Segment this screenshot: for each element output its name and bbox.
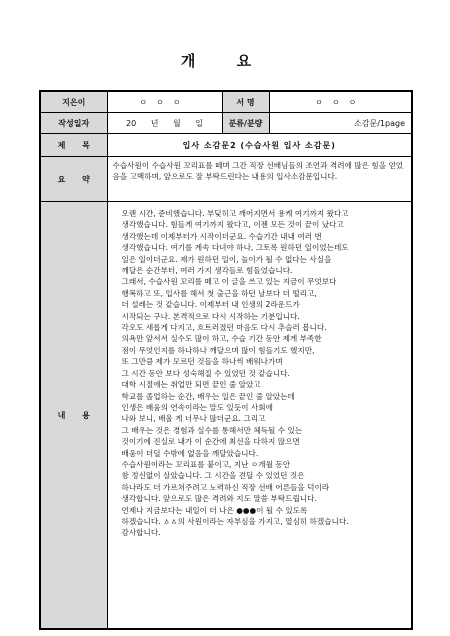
content-line: 나와 보니, 배울 게 너무나 많더군요. 그리고	[121, 414, 266, 424]
content-line: 하나라도 더 가르쳐주려고 노력하신 직장 선배 어른들을 덕이라	[121, 482, 330, 492]
content-line: 대학 시절에는 취업만 되면 끝인 줄 알았고	[121, 380, 261, 390]
content-line: 생각합니다. 앞으로도 많은 격려와 지도 말씀 부탁드립니다.	[121, 494, 317, 504]
content-line: 생각했는데 이제부터가 시작이더군요. 수습기간 내내 여러 번	[121, 231, 322, 241]
content-body	[107, 202, 412, 630]
content-line: 의욕만 앞서서 실수도 많이 하고, 수습 기간 동안 제게 부족한	[121, 334, 322, 344]
content-line: 그 시간 동안 보다 성숙해질 수 있었던 것 같습니다.	[121, 368, 290, 378]
summary-label: 요 약	[40, 157, 107, 202]
content-label: 내 용	[40, 202, 107, 630]
subject-label: 제 목	[40, 134, 107, 157]
content-line: 점이 무엇인지를 하나하나 깨달으며 많이 힘들기도 했지만,	[121, 345, 315, 355]
content-line: 오랜 시간, 준비했습니다. 부딪히고 깨어지면서 용케 여기까지 왔다고	[121, 209, 349, 218]
author-value: ㅇㅇㅇ	[107, 91, 222, 113]
content-line: 인생은 배움의 연속이라는 말도 있듯이 사회에	[121, 402, 273, 412]
content-line: 행복하고 또, 입사를 해서 첫 출근을 하던 날보다 더 떨리고,	[121, 288, 317, 298]
content-line: 것이기에 진실로 내가 이 순간에 최선을 다하지 않으면	[121, 437, 300, 447]
content-line: 시작되는 구나. 본격적으로 다시 시작하는 기분입니다.	[121, 311, 300, 321]
summary-form	[39, 90, 413, 630]
content-line: 생각했습니다. 힘들게 여기까지 왔다고, 이젠 모든 것이 끝이 났다고	[121, 220, 344, 230]
author-label: 지은이	[40, 91, 107, 113]
content-line: 각오도 새롭게 다지고, 흐트러졌던 마음도 다시 추슬러 봅니다.	[121, 323, 327, 333]
content-line: 배움이 더딜 수밖에 없음을 깨달았습니다.	[121, 448, 259, 458]
content-line: 생각했습니다. 여기를 계속 다녀야 하나, 그토록 원하던 일이었는데도	[121, 243, 349, 253]
category-label: 분류/분량	[222, 113, 269, 134]
content-line: 언제나 지금보다는 내일이 더 나은 ●●●이 될 수 있도록	[121, 505, 308, 515]
content-line: 감사합니다.	[121, 528, 161, 538]
summary-value: 수습사원이 수습사원 꼬리표를 떼며 그간 직장 선배님들의 조언과 격려에 많은 힘을 얻었음을 고백하며, 앞으로도 잘 부탁드린다는 내용의 입사소감문입니다.	[107, 157, 412, 202]
subject-value: 입사 소감문2 (수습사원 입사 소감문)	[107, 134, 412, 157]
supervisor-label: 서 명	[222, 91, 269, 113]
content-line: 하겠습니다. ㅿㅿ의 사원이라는 자부심을 가지고, 열심히 하겠습니다.	[121, 516, 349, 526]
content-line: 그 배우는 것은 경험과 실수를 통해서만 체득될 수 있는	[121, 425, 303, 435]
content-line: 학교를 졸업하는 순간, 배우는 일은 끝인 줄 알았는데	[121, 391, 295, 401]
content-line: 그래서, 수습사원 꼬리를 떼고 이 글을 쓰고 있는 지금이 무엇보다	[121, 277, 337, 287]
date-label: 작성일자	[40, 113, 107, 134]
content-line: 일은 일이더군요. 제가 원하던 일이, 놀이가 될 수 없다는 사실을	[121, 254, 332, 264]
supervisor-value: ㅇㅇㅇ	[269, 91, 412, 113]
content-line: 참 정신없이 살았습니다. 그 시간을 견딜 수 있었던 것은	[121, 471, 305, 481]
content-line: 또 그만큼 제가 모르던 것들을 하나씩 배워나가며	[121, 357, 283, 367]
date-value: 20 년 월 일	[107, 113, 222, 134]
content-line: 더 설레는 것 같습니다. 이제부터 내 인생의 2라운드가	[121, 300, 300, 310]
category-value: 소감문/1page	[269, 113, 412, 134]
content-line: 깨달은 순간부터, 여러 가지 생각들로 힘들었습니다.	[121, 266, 293, 276]
content-line: 수습사원이라는 꼬리표를 붙이고, 지난 ㅇ개월 동안	[121, 459, 291, 469]
page-title: 개 요	[180, 52, 270, 70]
